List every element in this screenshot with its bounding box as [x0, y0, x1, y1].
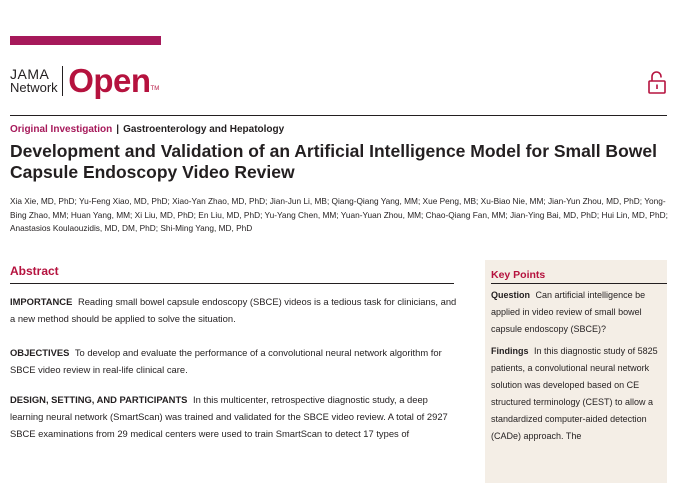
abstract-objectives — [10, 344, 458, 378]
abstract-rule — [10, 283, 454, 284]
abstract-design — [10, 391, 458, 442]
logo-open-text: Open — [68, 62, 151, 99]
question-text: Can artificial intelligence be applied in video review of small bowel capsule endoscopy (SBCE)? — [491, 290, 646, 334]
author-list: Xia Xie, MD, PhD; Yu-Feng Xiao, MD, PhD; Xiao-Yan Zhao, MD, PhD; Jian-Jun Li, MB; Qiang-Qiang Yang, MM; Xue Peng, MB; Xu-Biao Nie, MM; Jian-Yun Zhou, MD, PhD; Yong-Bing Zhao, MM; Huan Yang, MM; Xi Liu, MD, PhD; En Liu, MD, PhD; Yu-Yang Chen, MM; Yuan-Yuan Zhou, MM; Chao-Qiang Fan, MM; Jian-Ying Bai, MD, PhD; Hui Lin, MD, PhD; Anastasios Koulaouzidis, MD, DM, PhD; Shi-Ming Yang, MD, PhD — [10, 196, 668, 233]
key-points-heading: Key Points — [491, 269, 546, 281]
category-separator: | — [116, 124, 120, 135]
logo-network-text: Network — [10, 80, 58, 95]
question-label: Question — [491, 290, 531, 300]
logo-trademark: TM — [150, 86, 160, 92]
objectives-label: OBJECTIVES — [10, 347, 70, 358]
importance-text: Reading small bowel capsule endoscopy (SBCE) videos is a tedious task for clinicians, and a new method should be applied to solve the situation. — [10, 296, 457, 324]
article-section[interactable]: Gastroenterology and Hepatology — [123, 124, 285, 135]
jama-network-open-logo[interactable] — [10, 64, 159, 98]
findings-text: In this diagnostic study of 5825 patients, a convolutional neural network solution was developed based on CE structured terminology (CEST) to allow a standardized computer-aided detection (CADe) approach. The — [491, 346, 658, 441]
objectives-text: To develop and evaluate the performance of a convolutional neural network algorithm for SBCE video review in real-life clinical care. — [10, 347, 442, 375]
key-points-question — [491, 287, 661, 338]
article-category — [10, 124, 284, 135]
article-type[interactable]: Original Investigation — [10, 124, 113, 135]
logo-divider — [62, 66, 64, 96]
abstract-heading: Abstract — [10, 264, 59, 278]
importance-label: IMPORTANCE — [10, 296, 73, 307]
findings-label: Findings — [491, 346, 529, 356]
design-label: DESIGN, SETTING, AND PARTICIPANTS — [10, 394, 188, 405]
logo-jama-text: JAMA — [10, 66, 50, 82]
header-rule — [10, 115, 667, 116]
unlocked-padlock-icon — [648, 70, 666, 94]
journal-color-bar — [10, 36, 161, 45]
key-points-rule — [491, 283, 667, 284]
design-text: In this multicenter, retrospective diagnostic study, a deep learning neural network (SmartScan) was trained and validated for the SBCE video review. A total of 2927 SBCE examinations from 29 medical centers were used to train SmartScan to detect 17 types of — [10, 394, 448, 439]
logo-jama-network — [10, 68, 58, 94]
key-points-findings — [491, 343, 661, 445]
abstract-importance — [10, 293, 458, 327]
article-title: Development and Validation of an Artificial Intelligence Model for Small Bowel Capsule Endoscopy Video Review — [10, 141, 657, 182]
